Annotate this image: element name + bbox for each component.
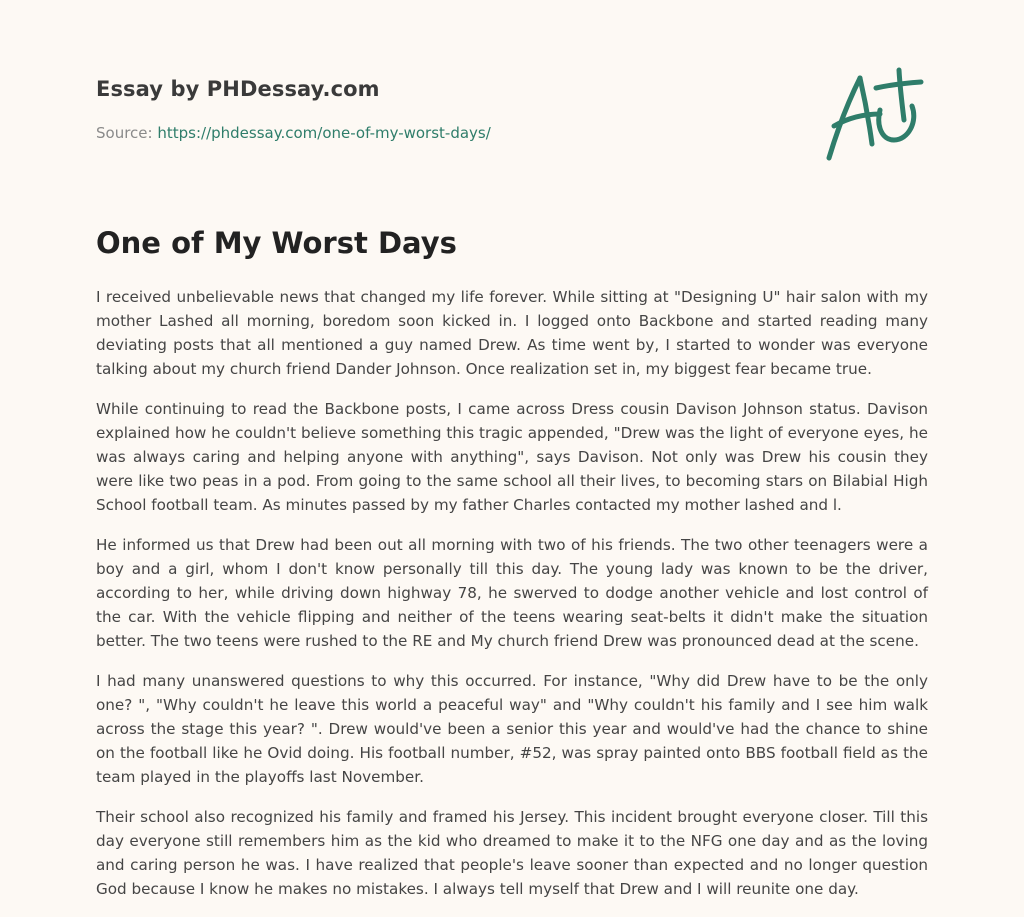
essay-paragraph: I received unbelievable news that changed my life forever. While sitting at "Designing U" hair salon with my mother Lashed all morning, boredom soon kicked in. I logged onto Backbone and started reading many deviating posts that all mentioned a guy named Drew. As time went by, I started to wonder was everyone talking about my church friend Dander Johnson. Once realization set in, my biggest fear became true. — [96, 288, 928, 378]
essay-paragraph: He informed us that Drew had been out all morning with two of his friends. The two other teenagers were a boy and a girl, whom I don't know personally till this day. The young lady was known to be the driver, according to her, while driving down highway 78, he swerved to dodge another vehicle and lost control of the car. With the vehicle flipping and neither of the teens wearing seat-belts it didn't make the situation better. The two teens were rushed to the RE and My church friend Drew was pronounced dead at the scene. — [96, 536, 928, 650]
essay-paragraph: While continuing to read the Backbone posts, I came across Dress cousin Davison Johnson status. Davison explained how he couldn't believe something this tragic appended, "Drew was the light of everyone eyes, he was always caring and helping anyone with anything", says Davison. Not only was Drew his cousin they were like two peas in a pod. From going to the same school all their lives, to becoming stars on Bilabial High School football team. As minutes passed by my father Charles contacted my mother lashed and l. — [96, 400, 928, 514]
essay-paragraph: Their school also recognized his family and framed his Jersey. This incident brought everyone closer. Till this day everyone still remembers him as the kid who dreamed to make it to the NFG one day and as the loving and caring person he was. I have realized that people's leave sooner than expected and no longer question God because I know he makes no mistakes. I always tell myself that Drew and I will reunite one day. — [96, 808, 928, 898]
source-line — [96, 124, 491, 142]
essay-title: One of My Worst Days — [96, 226, 457, 260]
source-label: Source: — [96, 124, 153, 142]
source-link[interactable]: https://phdessay.com/one-of-my-worst-days/ — [157, 124, 491, 142]
site-brand: Essay by PHDessay.com — [96, 77, 380, 101]
essay-paragraph: I had many unanswered questions to why this occurred. For instance, "Why did Drew have to be the only one? ", "Why couldn't he leave this world a peaceful way" and "Why couldn't his family and I see him walk across the stage this year? ". Drew would've been a senior this year and would've had the chance to shine on the football like he Ovid doing. His football number, #52, was spray painted onto BBS football field as the team played in the playoffs last November. — [96, 672, 928, 786]
a-plus-logo-icon — [820, 66, 930, 166]
essay-body — [96, 285, 928, 917]
